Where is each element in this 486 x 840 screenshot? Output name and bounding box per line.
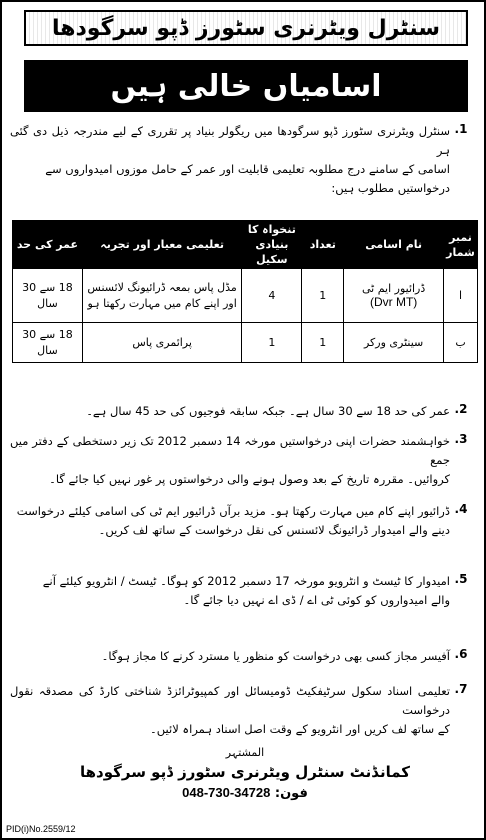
table-header-row <box>13 221 478 269</box>
cell-qualification: پرائمری پاس <box>82 323 242 363</box>
phone-line <box>2 785 486 801</box>
cell-count: 1 <box>302 323 344 363</box>
item-text: سنٹرل ویٹرنری سٹورز ڈپو سرگودھا میں ریگولر بنیاد پر تقرری کے لیے مندرجہ ذیل دی گئی ہر اسامی کے سامنے درج مطلوبہ تعلیمی قابلیت اور عمر کے حامل موزوں امیدواروں سے درخواستیں مطلوب ہیں: <box>10 124 450 195</box>
cell-serial: ا <box>444 269 478 323</box>
item-2: 2. عمر کی حد 18 سے 30 سال ہے۔ جبکہ سابقہ فوجیوں کی حد 45 سال ہے۔ <box>86 402 468 418</box>
item-4: 4. ڈرائیور اپنے کام میں مہارت رکھتا ہو۔ مزید برآں ڈرائیور ایم ٹی کی اسامی کیلئے درخواست دینے والے امیدوار ڈرائیونگ لائسنس کی نقل درخواست کے ساتھ لف کریں۔ <box>16 502 468 537</box>
item-7: 7. تعلیمی اسناد سکول سرٹیفکیٹ ڈومیسائل اور کمپیوٹرائزڈ شناختی کارڈ کی مصدقہ نقول درخواست کے ساتھ لف کریں اور انٹرویو کے وقت اصل اسناد ہمراہ لائیں۔ <box>10 682 468 736</box>
phone-label: فون: <box>274 786 308 801</box>
cell-scale: 4 <box>242 269 302 323</box>
cell-age: 18 سے 30 سال <box>13 269 83 323</box>
vacancy-table <box>12 220 478 363</box>
phone-number: 048-730-34728 <box>182 785 271 800</box>
header-count: تعداد <box>302 221 344 269</box>
pid-number: PID(i)No.2559/12 <box>6 824 76 834</box>
table-row <box>13 323 478 363</box>
cell-serial: ب <box>444 323 478 363</box>
advertiser-name: کمانڈنٹ سنٹرل ویٹرنری سٹورز ڈپو سرگودھا <box>80 763 410 781</box>
cell-scale: 1 <box>242 323 302 363</box>
cell-post: ڈرائیور ایم ٹی (Dvr MT) <box>344 269 444 323</box>
header-qualification: تعلیمی معیار اور تجربہ <box>82 221 242 269</box>
header-post: نام اسامی <box>344 221 444 269</box>
cell-post: سینٹری ورکر <box>344 323 444 363</box>
cell-qualification: مڈل پاس بمعہ ڈرائیونگ لائسنس اور اپنے کام میں مہارت رکھتا ہو <box>82 269 242 323</box>
advertiser-label: المشتہر <box>225 746 265 759</box>
item-number: 1. <box>454 122 468 136</box>
header-scale: تنخواہ کا بنیادی سکیل <box>242 221 302 269</box>
signature-block <box>2 746 486 801</box>
cell-count: 1 <box>302 269 344 323</box>
intro-paragraph <box>10 122 472 198</box>
cell-age: 18 سے 30 سال <box>13 323 83 363</box>
vacancies-banner: اسامیاں خالی ہیں <box>24 60 468 112</box>
table-row <box>13 269 478 323</box>
item-5: 5. امیدوار کا ٹیسٹ و انٹرویو مورخہ 17 دسمبر 2012 کو ہوگا۔ ٹیسٹ / انٹرویو کیلئے آنے والے امیدواروں کو کوئی ٹی اے / ڈی اے نہیں دیا جائے گا۔ <box>42 572 468 607</box>
department-title: سنٹرل ویٹرنری سٹورز ڈپو سرگودھا <box>24 10 468 46</box>
header-serial: نمبر شمار <box>444 221 478 269</box>
item-3: 3. خواہشمند حضرات اپنی درخواستیں مورخہ 14 دسمبر 2012 تک زیر دستخطی کے دفتر میں جمع کروائیں۔ مقررہ تاریخ کے بعد وصول ہونے والی درخواستوں پر غور نہیں کیا جائے گا۔ <box>10 432 468 486</box>
header-age: عمر کی حد <box>13 221 83 269</box>
item-6: 6. آفیسر مجاز کسی بھی درخواست کو منظور یا مسترد کرنے کا مجاز ہوگا۔ <box>101 647 468 663</box>
